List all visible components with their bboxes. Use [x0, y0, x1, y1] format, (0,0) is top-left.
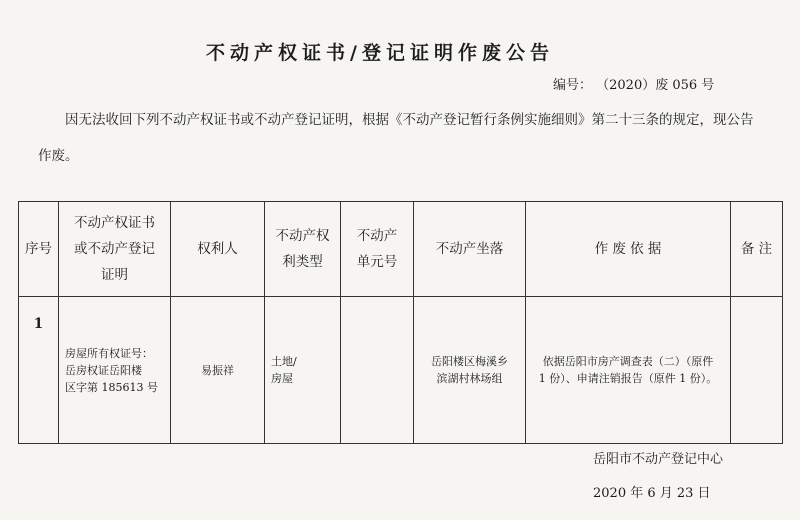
header-unit-no: 不动产 单元号	[341, 202, 414, 297]
header-location: 不动产坐落	[414, 202, 526, 297]
header-holder: 权利人	[171, 202, 265, 297]
issuing-authority: 岳阳市不动产登记中心	[593, 452, 724, 467]
issue-date: 2020 年 6 月 23 日	[593, 486, 711, 501]
header-right-type: 不动产权 利类型	[265, 202, 341, 297]
cell-remark	[731, 297, 783, 444]
header-certificate: 不动产权证书 或不动产登记 证明	[59, 202, 171, 297]
header-remark: 备 注	[731, 202, 783, 297]
cell-seq: 1	[19, 297, 59, 444]
cell-holder: 易振祥	[171, 297, 265, 444]
header-seq: 序号	[19, 202, 59, 297]
header-basis: 作 废 依 据	[526, 202, 731, 297]
cell-basis: 依据岳阳市房产调查表（二）（原件 1 份）、申请注销报告（原件 1 份）。	[526, 297, 731, 444]
cell-location: 岳阳楼区梅溪乡 滨湖村林场组	[414, 297, 526, 444]
cell-right-type: 土地/ 房屋	[265, 297, 341, 444]
cell-certificate: 房屋所有权证号： 岳房权证岳阳楼 区字第 185613 号	[59, 297, 171, 444]
table-header-row	[19, 202, 783, 297]
intro-paragraph: 因无法收回下列不动产权证书或不动产登记证明，根据《不动产登记暂行条例实施细则》第二十三条的规定，现公告作废。	[38, 112, 754, 164]
table-row	[19, 297, 783, 444]
document-number: 编号： （2020）废 056 号	[553, 78, 715, 93]
notice-title: 不动产权证书/登记证明作废公告	[206, 42, 554, 64]
void-certificate-table	[18, 201, 783, 444]
cell-unit-no	[341, 297, 414, 444]
